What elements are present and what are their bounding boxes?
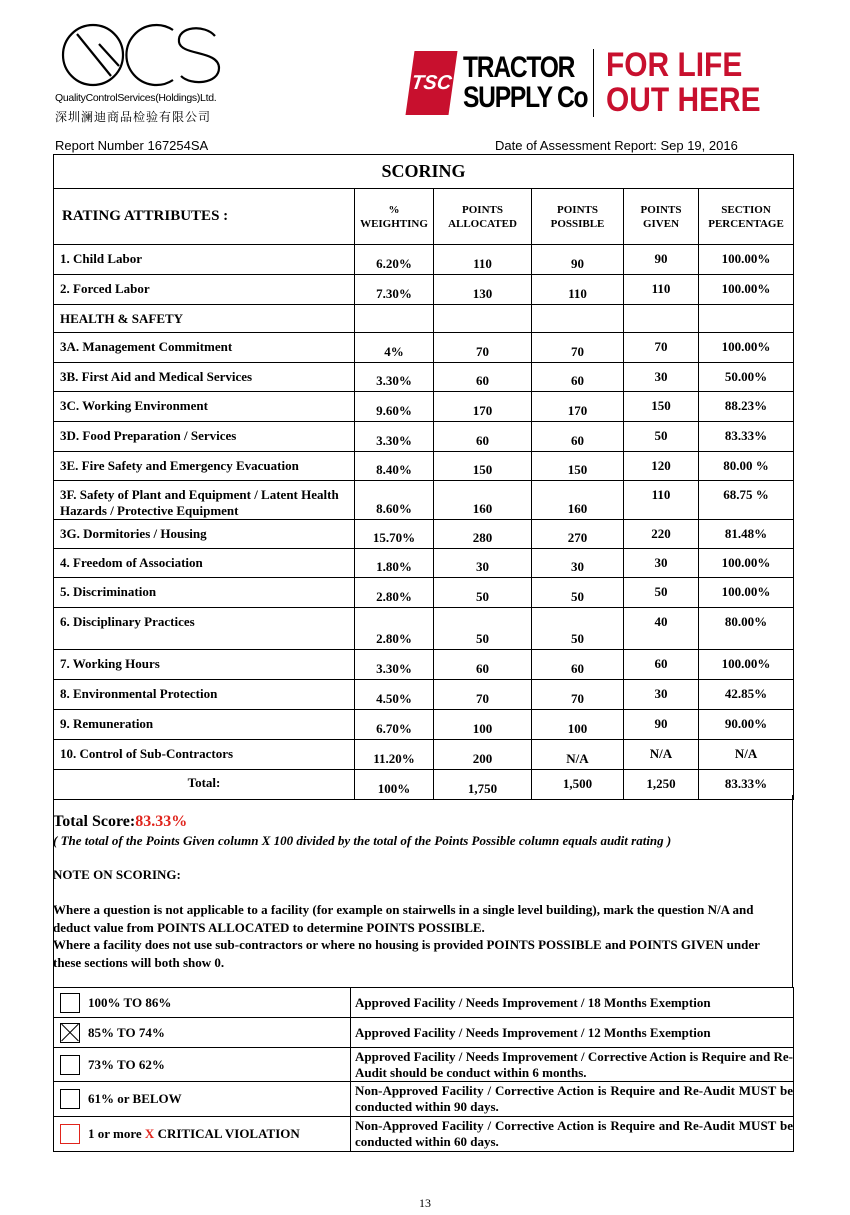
header-points-allocated [434,189,532,245]
rating-attribute-label: 4. Freedom of Association [54,549,355,578]
scoring-row [54,305,794,333]
rating-attribute-label: 5. Discrimination [54,578,355,608]
scoring-row [54,740,794,770]
cell-percentage: 42.85% [699,680,794,710]
header-given-line2: GIVEN [642,217,680,230]
cell-weighting: 6.70% [355,710,434,740]
cell-weighting: 9.60% [355,392,434,422]
note-body [53,901,788,971]
total-label: Total: [54,770,355,800]
cell-allocated: 170 [434,392,532,422]
total-possible: 1,500 [532,770,624,800]
cell-weighting: 6.20% [355,245,434,275]
cell-given: 40 [624,608,699,650]
cell-weighting: 2.80% [355,578,434,608]
cell-given: 150 [624,392,699,422]
header-possible-line2: POSSIBLE [550,217,605,230]
cell-given: 70 [624,333,699,363]
cell-allocated: 60 [434,422,532,452]
scoring-row [54,650,794,680]
rating-attribute-label: HEALTH & SAFETY [54,305,355,333]
cell-given: 50 [624,578,699,608]
note-title: NOTE ON SCORING: [53,867,181,882]
cell-allocated: 50 [434,578,532,608]
cell-given: 30 [624,680,699,710]
cell-given: 50 [624,422,699,452]
rating-attribute-label: 10. Control of Sub-Contractors [54,740,355,770]
page-number: 13 [419,1196,431,1210]
tsc-badge-text: TSC [409,71,454,94]
cell-possible: 170 [532,392,624,422]
cell-weighting [355,305,434,333]
cell-possible: 60 [532,650,624,680]
cell-weighting: 8.40% [355,452,434,481]
header-section-percentage [699,189,794,245]
rating-row [54,1048,794,1082]
cell-allocated: 60 [434,363,532,392]
scoring-row [54,608,794,650]
rating-range-cell [54,988,351,1018]
header-weighting [355,189,434,245]
total-weighting: 100% [355,770,434,800]
note-paragraph-1: Where a question is not applicable to a facility (for example on stairwells in a single level building), mark the question N/A and deduct value from POINTS ALLOCATED to determine POINTS POSSIBLE. [53,902,754,935]
scoring-row [54,422,794,452]
cell-given: 220 [624,520,699,549]
cell-percentage [699,305,794,333]
cell-possible: 160 [532,481,624,520]
tsc-slogan-line2: OUT HERE [606,81,761,119]
cell-given: N/A [624,740,699,770]
total-score-value: 83.33% [135,813,188,830]
tsc-slogan [606,48,761,118]
rating-attribute-label: 3D. Food Preparation / Services [54,422,355,452]
rating-description: Non-Approved Facility / Corrective Action is Require and Re-Audit MUST be conducted within 90 days. [351,1082,794,1117]
cell-allocated: 150 [434,452,532,481]
rating-attribute-label: 9. Remuneration [54,710,355,740]
rating-range-label: 100% TO 86% [88,994,172,1010]
scoring-title-row [54,155,794,189]
cell-possible [532,305,624,333]
header-rating-attributes: RATING ATTRIBUTES : [54,189,355,245]
cell-allocated: 70 [434,680,532,710]
header-points-possible [532,189,624,245]
cell-weighting: 2.80% [355,608,434,650]
rating-range-label: 85% TO 74% [88,1024,165,1040]
scoring-row [54,392,794,422]
cell-weighting: 4.50% [355,680,434,710]
cell-allocated: 50 [434,608,532,650]
header-section-line1: SECTION [721,203,771,216]
cell-given: 110 [624,275,699,305]
rating-row [54,988,794,1018]
cell-weighting: 3.30% [355,650,434,680]
cell-possible: 30 [532,549,624,578]
header-points-given [624,189,699,245]
cell-given: 110 [624,481,699,520]
cell-weighting: 7.30% [355,275,434,305]
critical-checkbox[interactable] [60,1124,80,1144]
cell-weighting: 1.80% [355,549,434,578]
cell-allocated: 110 [434,245,532,275]
critical-row [54,1117,794,1152]
qcs-company-name: QualityControlServices(Holdings)Ltd. [55,92,217,104]
qcs-logo [55,18,245,125]
cell-weighting: 8.60% [355,481,434,520]
critical-suffix: CRITICAL VIOLATION [157,1126,300,1141]
rating-attribute-label: 7. Working Hours [54,650,355,680]
rating-checkbox[interactable] [60,993,80,1013]
header-weighting-line1: % [388,203,400,216]
rating-attribute-label: 8. Environmental Protection [54,680,355,710]
scoring-row [54,680,794,710]
scoring-row [54,549,794,578]
scoring-row [54,452,794,481]
scoring-row [54,481,794,520]
rating-range-cell [54,1082,351,1117]
rating-description: Approved Facility / Needs Improvement / Corrective Action is Require and Re-Audit should be conduct within 6 months. [351,1048,794,1082]
cell-weighting: 3.30% [355,363,434,392]
rating-checkbox[interactable] [60,1055,80,1075]
rating-checkbox-checked[interactable] [60,1023,80,1043]
rating-range-cell [54,1048,351,1082]
total-score-description: ( The total of the Points Given column X 100 divided by the total of the Points Possible column equals audit rating ) [53,833,672,848]
scoring-row [54,363,794,392]
cell-percentage: 100.00% [699,275,794,305]
cell-percentage: 88.23% [699,392,794,422]
scoring-row [54,333,794,363]
cell-possible: 270 [532,520,624,549]
cell-percentage: 80.00 % [699,452,794,481]
cell-allocated: 280 [434,520,532,549]
rating-description: Approved Facility / Needs Improvement / 12 Months Exemption [351,1018,794,1048]
rating-attribute-label: 3C. Working Environment [54,392,355,422]
cell-possible: 60 [532,363,624,392]
header-section-line2: PERCENTAGE [708,217,784,230]
cell-weighting: 15.70% [355,520,434,549]
rating-row [54,1082,794,1117]
rating-attribute-label: 3A. Management Commitment [54,333,355,363]
cell-percentage: 68.75 % [699,481,794,520]
qcs-logo-mark [55,18,225,90]
scoring-row [54,520,794,549]
rating-attribute-label: 3B. First Aid and Medical Services [54,363,355,392]
cell-percentage: 100.00% [699,333,794,363]
rating-attribute-label: 3F. Safety of Plant and Equipment / Latent Health Hazards / Protective Equipment [54,481,355,520]
cell-possible: 70 [532,333,624,363]
critical-range-cell [54,1117,351,1152]
cell-allocated: 60 [434,650,532,680]
cell-allocated: 200 [434,740,532,770]
scoring-row [54,275,794,305]
cell-possible: 90 [532,245,624,275]
tsc-wordmark-line1: TRACTOR [462,51,575,84]
cell-weighting: 4% [355,333,434,363]
cell-possible: 50 [532,608,624,650]
rating-range-cell [54,1018,351,1048]
cell-percentage: 80.00% [699,608,794,650]
cell-allocated [434,305,532,333]
critical-x: X [144,1126,155,1141]
cell-percentage: 100.00% [699,245,794,275]
critical-label [88,1126,300,1141]
cell-weighting: 11.20% [355,740,434,770]
header-allocated-line1: POINTS [462,203,503,216]
header-weighting-line2: WEIGHTING [360,217,428,230]
qcs-company-chinese: 深圳澜迪商品检验有限公司 [55,110,212,124]
rating-checkbox[interactable] [60,1089,80,1109]
rating-attribute-label: 6. Disciplinary Practices [54,608,355,650]
tractor-supply-logo [410,44,782,122]
scoring-row [54,245,794,275]
cell-given: 30 [624,363,699,392]
cell-given: 90 [624,245,699,275]
header-given-line1: POINTS [640,203,682,216]
rating-attribute-label: 3G. Dormitories / Housing [54,520,355,549]
rating-range-label: 61% or BELOW [88,1091,182,1106]
rating-range-label: 73% TO 62% [88,1056,165,1072]
cell-allocated: 160 [434,481,532,520]
note-paragraph-2: Where a facility does not use sub-contractors or where no housing is provided POINTS POSSIBLE and POINTS GIVEN under these sections will both show 0. [53,937,760,970]
tsc-wordmark-line2: SUPPLY Co [462,81,588,114]
scoring-row [54,710,794,740]
cell-percentage: 50.00% [699,363,794,392]
rating-description: Approved Facility / Needs Improvement / 18 Months Exemption [351,988,794,1018]
cell-percentage: 90.00% [699,710,794,740]
cell-given: 60 [624,650,699,680]
total-score [53,813,187,831]
total-given: 1,250 [624,770,699,800]
header-allocated-line2: ALLOCATED [448,217,517,230]
rating-table [53,987,794,1152]
cell-possible: 110 [532,275,624,305]
scoring-title: SCORING [54,155,794,189]
cell-possible: N/A [532,740,624,770]
cell-percentage: 100.00% [699,549,794,578]
cell-allocated: 70 [434,333,532,363]
scoring-header-row [54,189,794,245]
rating-attribute-label: 1. Child Labor [54,245,355,275]
critical-prefix: 1 or more [88,1126,142,1141]
cell-percentage: 81.48% [699,520,794,549]
rating-row [54,1018,794,1048]
cell-possible: 60 [532,422,624,452]
cell-given: 120 [624,452,699,481]
cell-possible: 70 [532,680,624,710]
cell-given: 90 [624,710,699,740]
total-allocated: 1,750 [434,770,532,800]
critical-description: Non-Approved Facility / Corrective Action is Require and Re-Audit MUST be conducted within 60 days. [351,1117,794,1152]
cell-allocated: 100 [434,710,532,740]
cell-allocated: 30 [434,549,532,578]
cell-possible: 150 [532,452,624,481]
cell-possible: 100 [532,710,624,740]
tsc-wordmark [463,53,587,113]
assessment-date: Date of Assessment Report: Sep 19, 2016 [495,138,738,153]
cell-percentage: 100.00% [699,578,794,608]
total-percentage: 83.33% [699,770,794,800]
logo-divider [593,49,595,117]
cell-percentage: 83.33% [699,422,794,452]
total-score-label: Total Score: [53,813,136,830]
cell-allocated: 130 [434,275,532,305]
header-possible-line1: POINTS [557,203,598,216]
report-number: Report Number 167254SA [55,138,209,153]
scoring-row [54,578,794,608]
cell-percentage: N/A [699,740,794,770]
cell-given [624,305,699,333]
rating-attribute-label: 3E. Fire Safety and Emergency Evacuation [54,452,355,481]
cell-possible: 50 [532,578,624,608]
tsc-badge [406,51,458,115]
tsc-slogan-line1: FOR LIFE [606,46,743,84]
rating-attribute-label: 2. Forced Labor [54,275,355,305]
cell-percentage: 100.00% [699,650,794,680]
scoring-table [53,154,794,800]
cell-weighting: 3.30% [355,422,434,452]
cell-given: 30 [624,549,699,578]
